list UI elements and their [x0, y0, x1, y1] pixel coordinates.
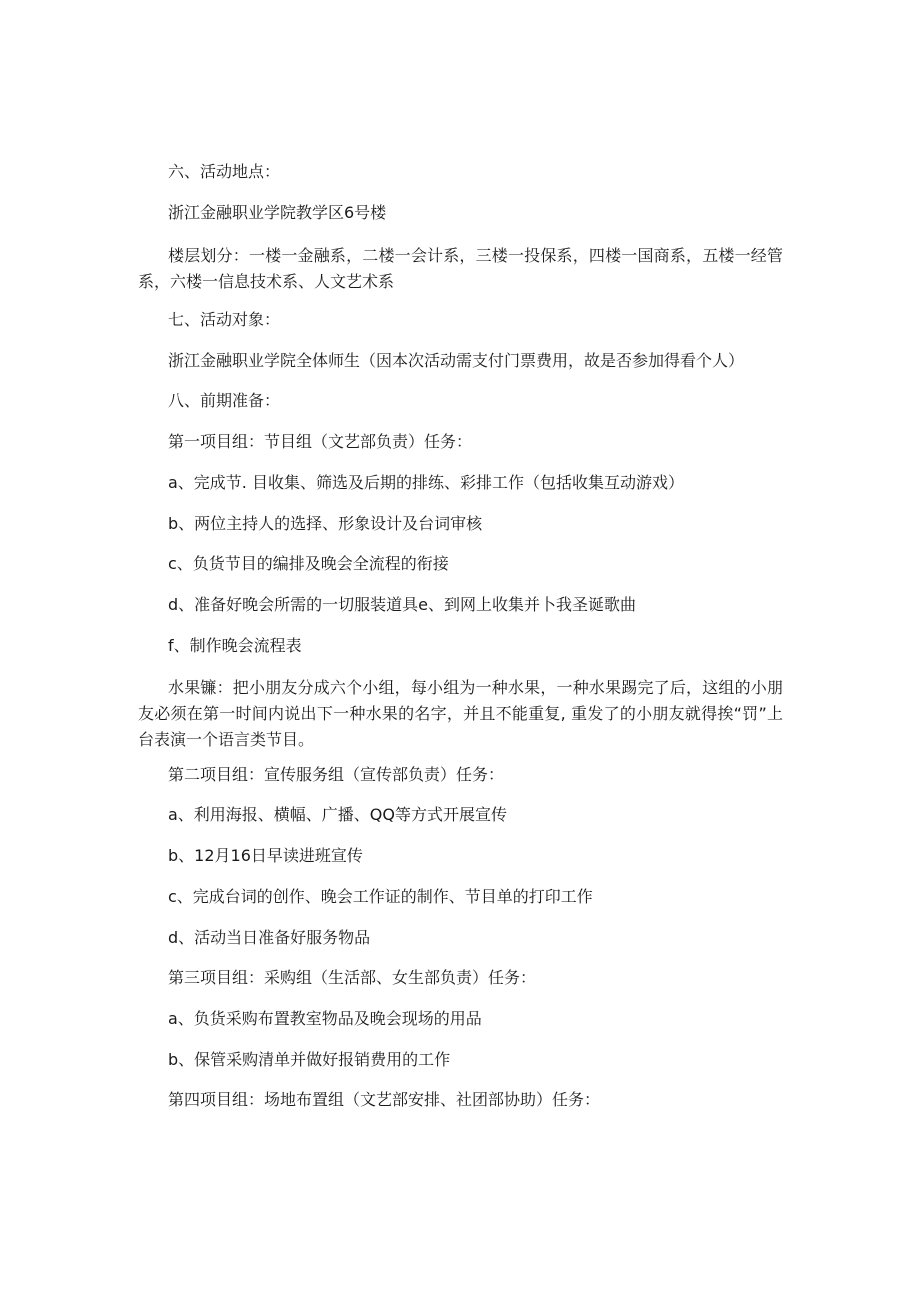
list-item: d、准备好晚会所需的一切服装道具e、到网上收集并卜我圣诞歌曲 — [168, 595, 637, 614]
section-heading-preparation: 八、前期准备： — [168, 391, 281, 410]
participants-text: 浙江金融职业学院全体师生（因本次活动需支付门票费用，故是否参加得看个人） — [168, 351, 745, 370]
game-description: 水果镰：把小朋友分成六个小组，每小组为一种水果，一种水果踢完了后，这组的小朋友必须在第一时间内说出下一种水果的名字，并且不能重复, 重发了的小朋友就得挨“罚”上台表演一个语言类节目。 — [138, 678, 783, 749]
list-item: a、完成节. 目收集、筛选及后期的排练、彩排工作（包括收集互动游戏） — [168, 473, 684, 492]
list-item: a、负货采购布置教室物品及晚会现场的用品 — [168, 1009, 482, 1028]
venue-text: 浙江金融职业学院教学区6号楼 — [168, 203, 387, 222]
list-item: b、12月16日早读进班宣传 — [168, 846, 363, 865]
list-item: a、利用海报、横幅、广播、QQ等方式开展宣传 — [168, 805, 507, 824]
list-item: d、活动当日准备好服务物品 — [168, 928, 371, 947]
list-item: f、制作晚会流程表 — [168, 636, 302, 655]
list-item: b、两位主持人的选择、形象设计及台词审核 — [168, 514, 483, 533]
list-item: b、保管采购清单并做好报销费用的工作 — [168, 1050, 451, 1069]
floor-division-text: 楼层划分：一楼一金融系，二楼一会计系，三楼一投保系，四楼一国商系，五楼一经管系，六楼一信息技术系、人文艺术系 — [138, 246, 783, 291]
group-three-heading: 第三项目组：采购组（生活部、女生部负责）任务： — [168, 968, 537, 987]
list-item: c、负货节目的编排及晚会全流程的衔接 — [168, 554, 449, 573]
list-item: c、完成台词的创作、晚会工作证的制作、节目单的打印工作 — [168, 887, 593, 906]
section-heading-venue: 六、活动地点： — [168, 162, 281, 181]
group-four-heading: 第四项目组：场地布置组（文艺部安排、社团部协助）任务： — [168, 1090, 601, 1109]
group-one-heading: 第一项目组：节目组（文艺部负责）任务： — [168, 432, 473, 451]
section-heading-participants: 七、活动对象： — [168, 310, 281, 329]
group-two-heading: 第二项目组：宣传服务组（宣传部负责）任务： — [168, 765, 505, 784]
